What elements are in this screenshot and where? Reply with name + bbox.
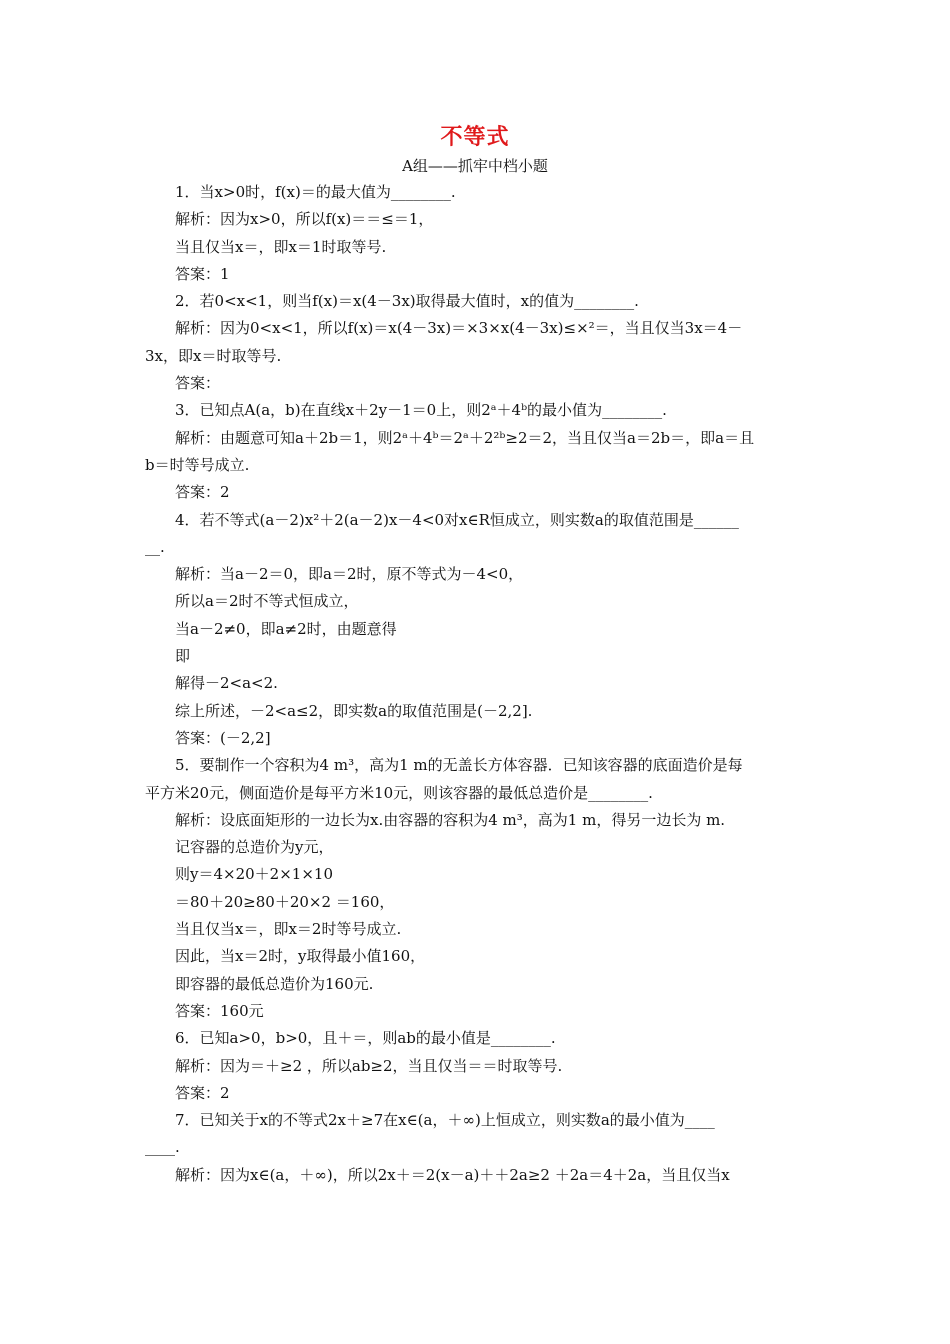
document-title: 不等式	[440, 124, 510, 150]
text-line: 6．已知a>0，b>0，且＋＝，则ab的最小值是________.	[175, 1029, 556, 1048]
text-line: 答案：160元	[175, 1001, 264, 1020]
text-line: ＝80＋20≥80＋20×2 ＝160，	[175, 892, 395, 911]
text-line: 答案：2	[175, 1083, 230, 1102]
text-line: 3x，即x＝时取等号.	[145, 346, 282, 365]
text-line: 解析：因为＝＋≥2 ，所以ab≥2，当且仅当＝＝时取等号.	[175, 1056, 563, 1075]
text-line: 解析：当a－2＝0，即a＝2时，原不等式为－4<0，	[175, 565, 524, 584]
text-line: 则y＝4×20＋2×1×10	[175, 865, 333, 884]
text-line: 当a－2≠0，即a≠2时，由题意得	[175, 619, 397, 638]
text-line: 即容器的最低总造价为160元.	[175, 974, 374, 993]
text-line: 3．已知点A(a，b)在直线x＋2y－1＝0上，则2ᵃ＋4ᵇ的最小值为________.	[175, 401, 667, 420]
section-subtitle: A组——抓牢中档小题	[402, 157, 548, 175]
text-line: 当且仅当x＝，即x＝2时等号成立.	[175, 920, 402, 939]
text-line: 解析：由题意可知a＋2b＝1，则2ᵃ＋4ᵇ＝2ᵃ＋2²ᵇ≥2＝2，当且仅当a＝2b＝，即a＝且	[175, 428, 755, 447]
text-line: 即	[175, 647, 191, 666]
document-body	[145, 179, 810, 1189]
text-line: 答案：1	[175, 264, 230, 283]
text-line: 综上所述，－2<a≤2，即实数a的取值范围是(－2,2].	[175, 701, 533, 720]
text-line: 答案：	[175, 374, 221, 393]
text-line: 解析：因为x>0，所以f(x)＝＝≤＝1，	[175, 210, 434, 229]
text-line: 解得－2<a<2.	[175, 674, 278, 693]
text-line: 平方米20元，侧面造价是每平方米10元，则该容器的最低总造价是________.	[145, 783, 653, 802]
text-line: 记容器的总造价为y元，	[175, 838, 334, 857]
text-line: 答案：(－2,2]	[175, 728, 271, 747]
text-line: __.	[145, 537, 165, 556]
text-line: 解析：因为x∈(a，＋∞)，所以2x＋＝2(x－a)＋＋2a≥2 ＋2a＝4＋2a，当且仅当x	[175, 1165, 730, 1184]
text-line: 1．当x>0时，f(x)＝的最大值为________.	[175, 183, 456, 201]
text-line: 因此，当x＝2时，y取得最小值160，	[175, 947, 426, 966]
text-line: 2．若0<x<1，则当f(x)＝x(4－3x)取得最大值时，x的值为________.	[175, 292, 639, 311]
text-line: 4．若不等式(a－2)x²＋2(a－2)x－4<0对x∈R恒成立，则实数a的取值范围是______	[175, 510, 739, 529]
text-line: b＝时等号成立.	[145, 455, 250, 474]
text-line: 解析：因为0<x<1，所以f(x)＝x(4－3x)＝×3×x(4－3x)≤×²＝，当且仅当3x＝4－	[175, 319, 743, 338]
text-line: 5．要制作一个容积为4 m³，高为1 m的无盖长方体容器．已知该容器的底面造价是每	[175, 756, 743, 775]
text-line: 7．已知关于x的不等式2x＋≥7在x∈(a，＋∞)上恒成立，则实数a的最小值为____	[175, 1111, 715, 1130]
text-line: 答案：2	[175, 483, 230, 502]
text-line: 解析：设底面矩形的一边长为x.由容器的容积为4 m³，高为1 m，得另一边长为 m.	[175, 810, 726, 829]
text-line: 所以a＝2时不等式恒成立，	[175, 592, 359, 611]
text-line: 当且仅当x＝，即x＝1时取等号.	[175, 237, 387, 256]
text-line: ____.	[145, 1138, 180, 1157]
